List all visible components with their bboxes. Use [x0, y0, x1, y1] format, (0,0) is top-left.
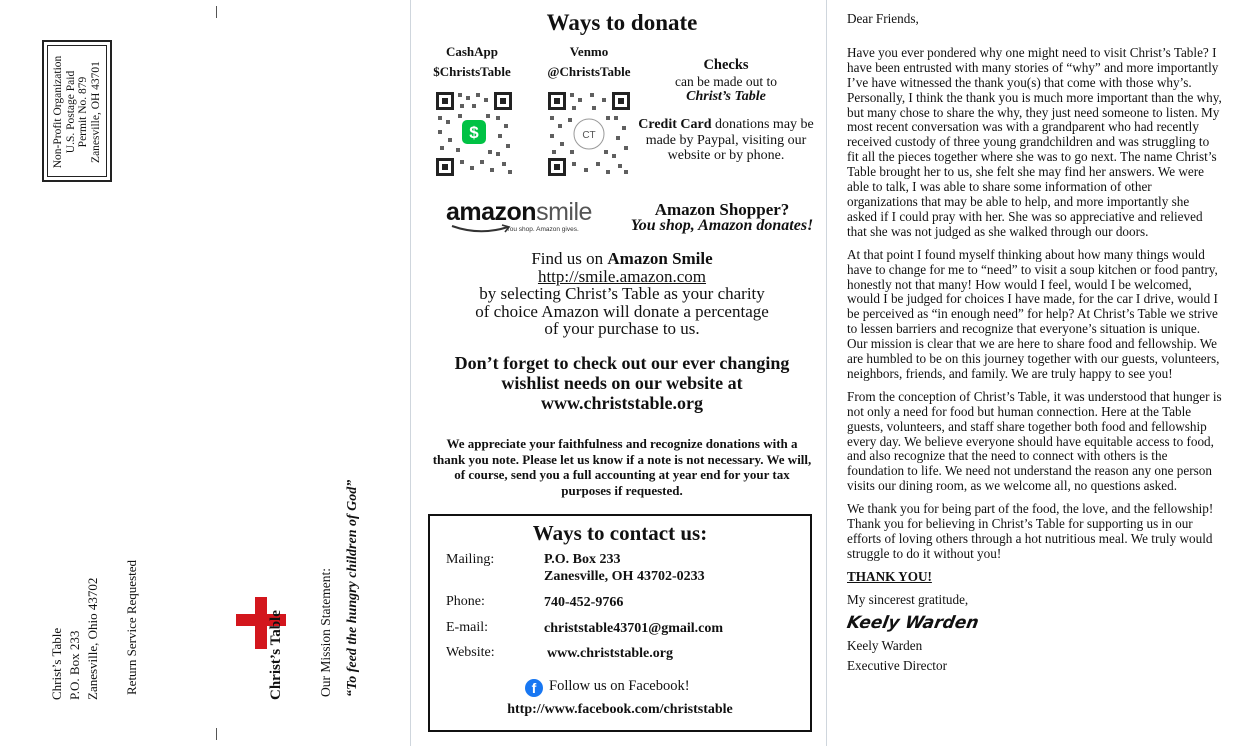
facebook-link[interactable]: http://www.facebook.com/christstable	[507, 702, 733, 717]
fold-mark	[216, 6, 217, 18]
contact-heading: Ways to contact us:	[532, 521, 708, 545]
letter-panel	[847, 12, 1222, 674]
venmo-qr-badge: CT	[582, 130, 596, 141]
letter-greeting: Dear Friends,	[847, 11, 919, 26]
svg-text:$: $	[469, 123, 479, 142]
venmo-qr-icon[interactable]	[546, 90, 632, 178]
facebook-icon: f	[525, 679, 543, 697]
signer-title: Executive Director	[847, 658, 947, 674]
venmo-handle: @ChristsTable	[547, 64, 631, 79]
wishlist-note: Don’t forget to check out our ever changing wishlist needs on our website at www.christstable.org	[454, 353, 790, 413]
amazon-slogan: You shop, Amazon donates!	[630, 217, 814, 234]
signer-name: Keely Warden	[847, 637, 923, 653]
letter-paragraph: Have you ever pondered why one might need to visit Christ’s Table? I have been entrusted with many stories of “why” and more importantly I’ve have witnessed the thank you(s) that come with those why’s. Personally, I think the thank you is much more important than the why, but many chose to share the why, they just need someone to listen. My most recent conversation was with a grandparent who had recently received custody of three young grandchildren and was struggling to fit all the pieces together where she was to go next. The name Christ’s Table brought her to us, she felt she may find her answers. We were able to talk, I was able to share some information of other organizations that may be able to help, and more importantly she asked if I could pray with her. She was so appreciative and relieved that she was not judged as she walked through our doors.	[847, 44, 1222, 239]
email-label: E-mail:	[446, 620, 488, 635]
mailing-address: P.O. Box 233 Zanesville, OH 43702-0233	[544, 552, 705, 584]
cashapp-handle: $ChristsTable	[433, 64, 511, 79]
cashapp-name: CashApp	[445, 44, 499, 59]
checks-info: Checks can be made out to Christ’s Table	[675, 57, 777, 104]
mailing-label: Mailing:	[446, 552, 495, 567]
signature: Keely Warden	[845, 612, 981, 633]
return-service-note: Return Service Requested	[124, 559, 139, 695]
contact-box	[428, 514, 812, 732]
donate-heading: Ways to donate	[546, 10, 698, 35]
postage-text: Non-Profit Organization U.S. Postage Paid Permit No. 879 Zanesville, OH 43701	[52, 55, 102, 169]
venmo-name: Venmo	[569, 44, 609, 59]
phone-number[interactable]: 740-452-9766	[544, 595, 624, 610]
phone-label: Phone:	[446, 594, 485, 609]
letter-paragraph: At that point I found myself thinking about how many things would have to change for me to “need” to visit a soup kitchen or food pantry, honestly not that many! How would I feel, would I be welcomed, would I be judged for choices I have made, for the car I drive, would I be perceived as “in enough need” for help? At Christ’s Table we strive to lessen barriers and recognize that everyone’s situation is unique. Our mission is clear that we are here to share food and fellowship. We are humbled to be on this journey together with our guests, volunteers, neighbors, friends, and family. We are truly happy to see you!	[847, 246, 1220, 381]
credit-card-info: Credit Card donations may be made by Paypal, visiting our website or by phone.	[638, 117, 814, 163]
mission-statement: “To feed the hungry children of God”	[345, 479, 360, 697]
mission-label: Our Mission Statement:	[318, 568, 333, 697]
amazon-smile-logo[interactable]: amazonsmile You shop. Amazon gives.	[446, 198, 592, 233]
return-address: Christ’s Table P.O. Box 233 Zanesville, Ohio 43702	[49, 577, 100, 700]
appreciation-note: We appreciate your faithfulness and recognize donations with a thank you note. Please let us know if a note is not necessary. We will, of course, send you a full accounting at year end for your tax purposes if requested.	[432, 436, 812, 498]
brand-name: Christ’s Table	[268, 610, 284, 700]
thank-you-line: THANK YOU!	[847, 568, 932, 584]
email-link[interactable]: christstable43701@gmail.com	[544, 621, 724, 636]
website-link[interactable]: www.christstable.org	[547, 646, 673, 661]
postage-indicia	[42, 40, 112, 182]
amazon-smile-link[interactable]: http://smile.amazon.com	[537, 266, 707, 286]
letter-paragraph: From the conception of Christ’s Table, it was understood that hunger is not only a need for food but human connection. Here at the Table guests, volunteers, and staff share together both food and fellowship every day. We believe everyone should have equitable access to food, and also recognize that the need to connect with others is the foundation to life. We need not understand the reason any one person visits our dining room, as we welcome all, no questions asked.	[847, 388, 1222, 494]
amazon-shopper-heading: Amazon Shopper?	[654, 200, 790, 219]
letter-closing: My sincerest gratitude,	[847, 591, 969, 607]
donate-panel	[412, 0, 826, 746]
amazon-smile-instructions: Find us on Amazon Smile http://smile.amazon.com by selecting Christ’s Table as your charity of choice Amazon will donate a percentage of your purchase to us.	[412, 250, 832, 338]
cashapp-qr-icon[interactable]	[434, 90, 514, 178]
website-label: Website:	[446, 645, 495, 660]
fold-mark	[216, 728, 217, 740]
amazon-smile-arrow-icon	[450, 224, 512, 234]
panel-divider	[410, 0, 411, 746]
letter-paragraph: We thank you for being part of the food, the love, and the fellowship! Thank you for believing in Christ’s Table for supporting us in our efforts of loving others through a hot nutritious meal. We truly would struggle to do it without you!	[847, 501, 1214, 561]
facebook-follow[interactable]: f Follow us on Facebook!	[525, 678, 690, 697]
